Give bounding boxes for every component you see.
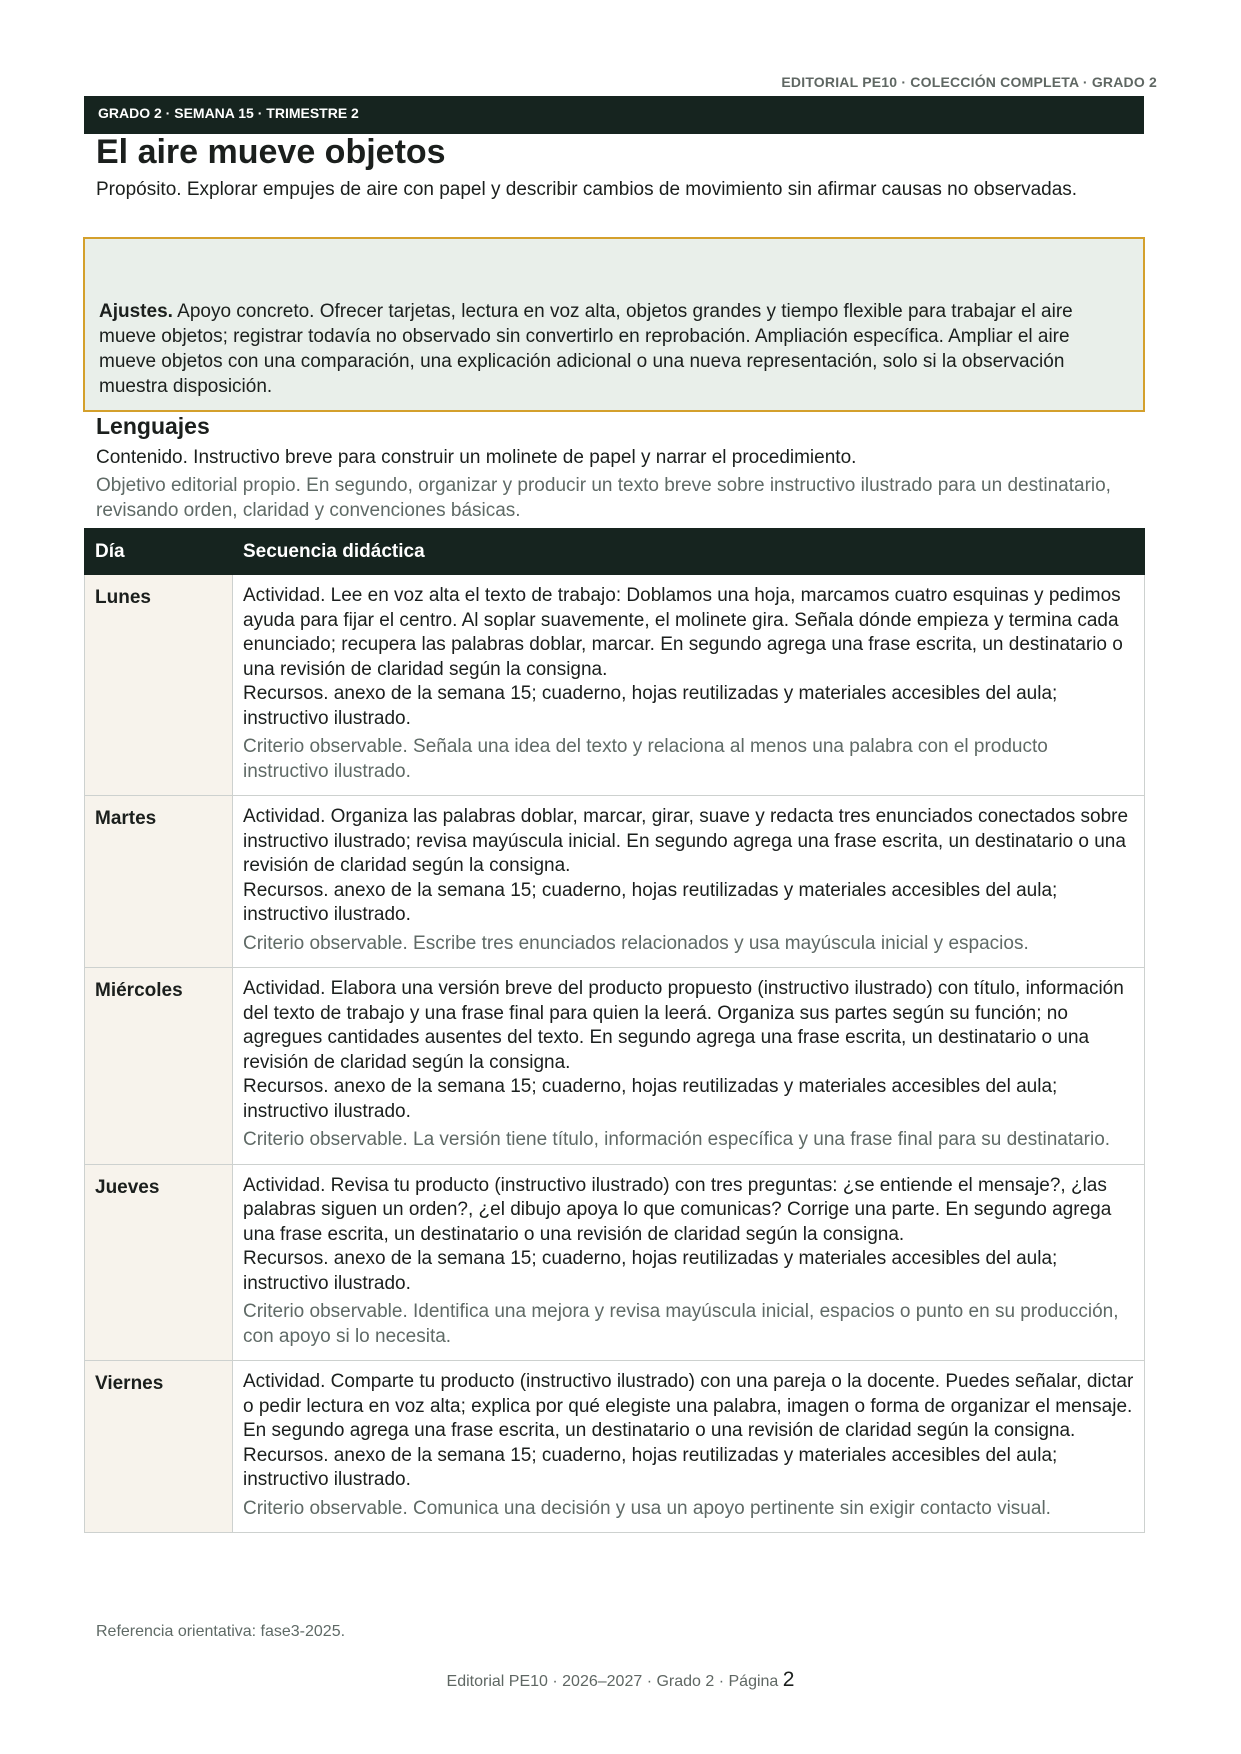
sequence-cell (233, 1164, 1145, 1361)
content-text: Contenido. Instructivo breve para construir un molinete de papel y narrar el procedimiento. (96, 447, 857, 468)
table-row (85, 968, 1145, 1165)
day-cell: Miércoles (85, 968, 233, 1165)
adjustments-text: Apoyo concreto. Ofrecer tarjetas, lectura en voz alta, objetos grandes y tiempo flexible para trabajar el aire mueve objetos; registrar todavía no observado sin convertirlo en reprobación. Ampliación específica. Ampliar el aire mueve objetos con una comparación, una explicación adicional o una nueva representación, solo si la observación muestra disposición. (99, 301, 1073, 397)
sequence-cell (233, 968, 1145, 1165)
resources-text: Recursos. anexo de la semana 15; cuaderno, hojas reutilizadas y materiales accesibles del aula; instructivo ilustrado. (243, 1248, 1058, 1294)
footer-text: Editorial PE10 · 2026–2027 · Grado 2 · Página (446, 1673, 779, 1690)
page-footer (0, 1668, 1241, 1692)
sequence-cell (233, 796, 1145, 968)
activity-text: Actividad. Revisa tu producto (instructivo ilustrado) con tres preguntas: ¿se entiende el mensaje?, ¿las palabras siguen un orden?, ¿el dibujo apoya lo que comunicas? Corrige una parte. En segundo agrega una frase escrita, un destinatario o una revisión de claridad según la consigna. (243, 1174, 1112, 1245)
running-head: EDITORIAL PE10 · COLECCIÓN COMPLETA · GRADO 2 (781, 74, 1157, 90)
table-row (85, 796, 1145, 968)
page-number: 2 (782, 1668, 795, 1691)
criterion-text: Criterio observable. Escribe tres enunciados relacionados y usa mayúscula inicial y espacios. (243, 932, 1029, 954)
activity-text: Actividad. Lee en voz alta el texto de trabajo: Doblamos una hoja, marcamos cuatro esquinas y pedimos ayuda para fijar el centro. Al soplar suavemente, el molinete gira. Señala dónde empieza y termina cada enunciado; recupera las palabras doblar, marcar. En segundo agrega una frase escrita, un destinatario o una revisión de claridad según la consigna. (243, 585, 1123, 680)
adjustments-label: Ajustes. (99, 301, 173, 322)
section-title: Lenguajes (96, 413, 210, 439)
table-row (85, 575, 1145, 796)
day-cell: Jueves (85, 1164, 233, 1361)
reference-note: Referencia orientativa: fase3-2025. (96, 1623, 346, 1640)
resources-text: Recursos. anexo de la semana 15; cuaderno, hojas reutilizadas y materiales accesibles del aula; instructivo ilustrado. (243, 1076, 1058, 1122)
criterion-text: Criterio observable. Comunica una decisión y usa un apoyo pertinente sin exigir contacto visual. (243, 1497, 1051, 1519)
criterion-text: Criterio observable. Identifica una mejora y revisa mayúscula inicial, espacios o punto en su producción, con apoyo si lo necesita. (243, 1301, 1119, 1347)
day-cell: Lunes (85, 575, 233, 796)
didactic-sequence-table (84, 528, 1145, 1533)
adjustments-box (83, 237, 1145, 412)
table-row (85, 1164, 1145, 1361)
table-row (85, 1361, 1145, 1533)
objective-text: Objetivo editorial propio. En segundo, organizar y producir un texto breve sobre instructivo ilustrado para un destinatario, revisando orden, claridad y convenciones básicas. (96, 475, 1111, 521)
purpose-text: Propósito. Explorar empujes de aire con papel y describir cambios de movimiento sin afirmar causas no observadas. (96, 179, 1078, 200)
page-title: El aire mueve objetos (96, 133, 446, 171)
criterion-text: Criterio observable. La versión tiene título, información específica y una frase final para su destinatario. (243, 1129, 1111, 1150)
criterion-text: Criterio observable. Señala una idea del texto y relaciona al menos una palabra con el producto instructivo ilustrado. (243, 736, 1048, 782)
day-cell: Martes (85, 796, 233, 968)
grade-week-band: GRADO 2 · SEMANA 15 · TRIMESTRE 2 (84, 96, 1144, 134)
column-header-day: Día (85, 529, 233, 575)
activity-text: Actividad. Elabora una versión breve del producto propuesto (instructivo ilustrado) con título, información del texto de trabajo y una frase final para quien la leerá. Organiza sus partes según su función; no agregues cantidades ausentes del texto. En segundo agrega una frase escrita, un destinatario o una revisión de claridad según la consigna. (243, 978, 1124, 1073)
activity-text: Actividad. Comparte tu producto (instructivo ilustrado) con una pareja o la docente. Puedes señalar, dictar o pedir lectura en voz alta; explica por qué elegiste una palabra, imagen o forma de organizar el mensaje. En segundo agrega una frase escrita, un destinatario o una revisión de claridad según la consigna. (243, 1371, 1134, 1441)
table-header-row (85, 529, 1145, 575)
resources-text: Recursos. anexo de la semana 15; cuaderno, hojas reutilizadas y materiales accesibles del aula; instructivo ilustrado. (243, 683, 1058, 729)
column-header-sequence: Secuencia didáctica (233, 529, 1145, 575)
resources-text: Recursos. anexo de la semana 15; cuaderno, hojas reutilizadas y materiales accesibles del aula; instructivo ilustrado. (243, 1444, 1058, 1490)
sequence-cell (233, 575, 1145, 796)
activity-text: Actividad. Organiza las palabras doblar, marcar, girar, suave y redacta tres enunciados conectados sobre instructivo ilustrado; revisa mayúscula inicial. En segundo agrega una frase escrita, un destinatario o una revisión de claridad según la consigna. (243, 806, 1129, 876)
sequence-cell (233, 1361, 1145, 1533)
day-cell: Viernes (85, 1361, 233, 1533)
resources-text: Recursos. anexo de la semana 15; cuaderno, hojas reutilizadas y materiales accesibles del aula; instructivo ilustrado. (243, 879, 1058, 925)
